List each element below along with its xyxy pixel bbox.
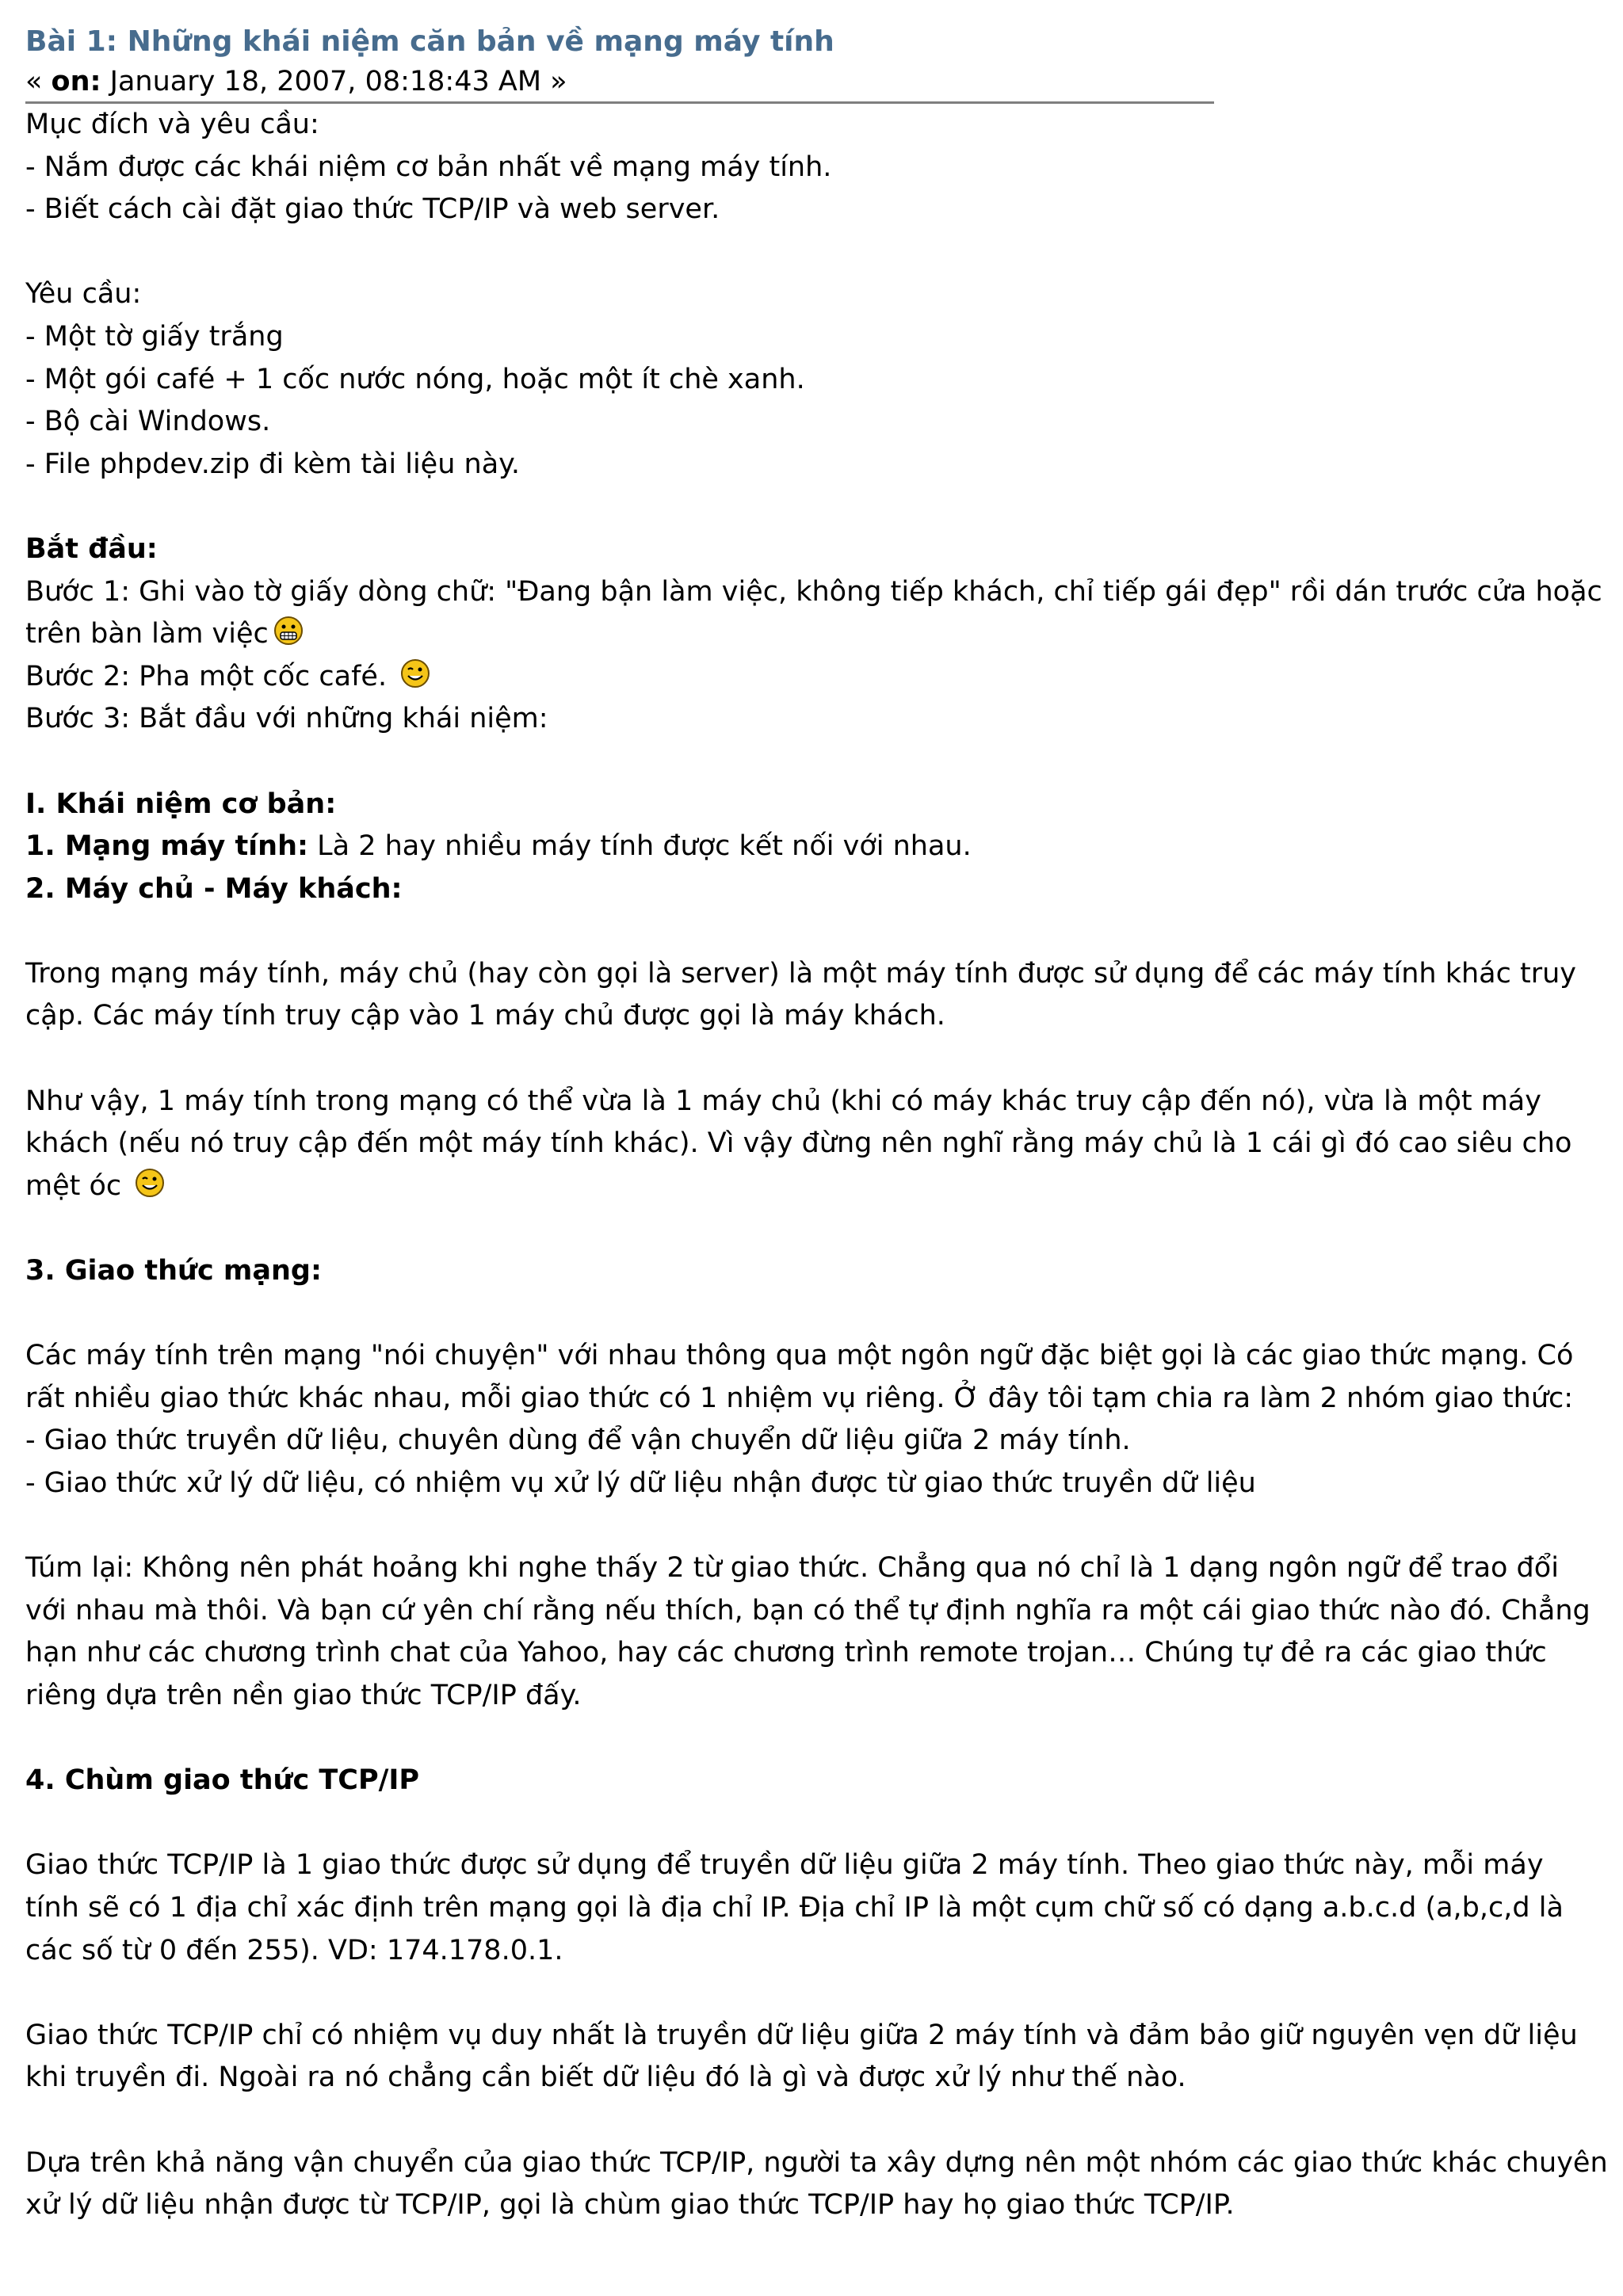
text-line <box>25 826 1606 868</box>
blank-line <box>25 910 1606 953</box>
heading-1-1-text: Là 2 hay nhiều máy tính được kết nối với nhau. <box>308 830 972 863</box>
text-line: khi truyền đi. Ngoài ra nó chẳng cần biết dữ liệu đó là gì và được xử lý như thế nào. <box>25 2061 1186 2094</box>
text-line <box>25 613 1606 656</box>
grin-smiley-icon <box>273 616 304 646</box>
p2-tail: mệt óc <box>25 1169 122 1202</box>
text-line: Dựa trên khả năng vận chuyển của giao thức TCP/IP, người ta xây dựng nên một nhóm các giao thức khác chuyên <box>25 2146 1608 2179</box>
text-line: - File phpdev.zip đi kèm tài liệu này. <box>25 448 521 480</box>
section-heading <box>25 1250 1606 1293</box>
text-line: - Giao thức xử lý dữ liệu, có nhiệm vụ xử lý dữ liệu nhận được từ giao thức truyền dữ liệu <box>25 1467 1256 1499</box>
blank-line <box>25 1207 1606 1250</box>
text-line: - Một tờ giấy trắng <box>25 320 284 353</box>
blank-line <box>25 2100 1606 2142</box>
post-title[interactable]: Bài 1: Những khái niệm căn bản về mạng máy tính <box>25 25 834 58</box>
section-heading <box>25 528 1606 571</box>
post-date: January 18, 2007, 08:18:43 AM » <box>101 66 567 97</box>
text-line: riêng dựa trên nền giao thức TCP/IP đấy. <box>25 1679 582 1711</box>
post-meta <box>25 62 1214 104</box>
text-line: - Biết cách cài đặt giao thức TCP/IP và web server. <box>25 193 720 226</box>
heading-4: 4. Chùm giao thức TCP/IP <box>25 1764 420 1797</box>
text-line: Yêu cầu: <box>25 278 142 311</box>
text-line: xử lý dữ liệu nhận được từ TCP/IP, gọi là chùm giao thức TCP/IP hay họ giao thức TCP/IP. <box>25 2189 1235 2222</box>
text-line <box>25 1165 1606 1208</box>
wink-smiley-icon <box>400 658 430 688</box>
start-heading: Bắt đầu: <box>25 532 158 565</box>
text-line: - Giao thức truyền dữ liệu, chuyên dùng để vận chuyển dữ liệu giữa 2 máy tính. <box>25 1425 1131 1457</box>
blank-line <box>25 1718 1606 1760</box>
text-line: với nhau mà thôi. Và bạn cứ yên chí rằng nếu thích, bạn có thể tự định nghĩa ra một cái giao thức nào đó. Chẳng <box>25 1594 1591 1627</box>
blank-line <box>25 1972 1606 2015</box>
text-line: Mục đích và yêu cầu: <box>25 109 319 140</box>
blank-line <box>25 486 1606 528</box>
text-line: Trong mạng máy tính, máy chủ (hay còn gọi là server) là một máy tính được sử dụng để các máy tính khác truy <box>25 957 1577 990</box>
heading-1-2: 2. Máy chủ - Máy khách: <box>25 872 403 905</box>
heading-3: 3. Giao thức mạng: <box>25 1255 322 1287</box>
text-line: Các máy tính trên mạng "nói chuyện" với nhau thông qua một ngôn ngữ đặc biệt gọi là các giao thức mạng. Có <box>25 1340 1574 1372</box>
blank-line <box>25 1505 1606 1548</box>
meta-on-label: on: <box>51 66 101 97</box>
blank-line <box>25 1038 1606 1081</box>
forum-post <box>25 22 1606 2227</box>
wink-smiley-icon <box>135 1168 165 1198</box>
step2-text: Bước 2: Pha một cốc café. <box>25 660 388 692</box>
section-heading <box>25 868 1606 911</box>
text-line: tính sẽ có 1 địa chỉ xác định trên mạng gọi là địa chỉ IP. Địa chỉ IP là một cụm chữ số có dạng a.b.c.d (a,b,c,d là <box>25 1891 1564 1924</box>
text-line: Bước 1: Ghi vào tờ giấy dòng chữ: "Đang bận làm việc, không tiếp khách, chỉ tiếp gái đẹp" rồi dán trước cửa hoặc <box>25 575 1602 608</box>
text-line: cập. Các máy tính truy cập vào 1 máy chủ được gọi là máy khách. <box>25 1000 945 1032</box>
text-line: - Nắm được các khái niệm cơ bản nhất về mạng máy tính. <box>25 151 832 183</box>
heading-1: I. Khái niệm cơ bản: <box>25 788 337 820</box>
text-line: - Bộ cài Windows. <box>25 406 271 438</box>
meta-open: « <box>25 66 52 97</box>
blank-line <box>25 741 1606 784</box>
text-line <box>25 656 1606 699</box>
blank-line <box>25 231 1606 274</box>
step1-tail: trên bàn làm việc <box>25 618 269 650</box>
section-heading <box>25 1760 1606 1802</box>
text-line: rất nhiều giao thức khác nhau, mỗi giao thức có 1 nhiệm vụ riêng. Ở đây tôi tạm chia ra làm 2 nhóm giao thức: <box>25 1382 1574 1414</box>
heading-1-1: 1. Mạng máy tính: <box>25 830 309 863</box>
text-line: khách (nếu nó truy cập đến một máy tính khác). Vì vậy đừng nên nghĩ rằng máy chủ là 1 cái gì đó cao siêu cho <box>25 1127 1572 1160</box>
blank-line <box>25 1802 1606 1845</box>
text-line: Như vậy, 1 máy tính trong mạng có thể vừa là 1 máy chủ (khi có máy khác truy cập đến nó), vừa là một máy <box>25 1085 1541 1117</box>
blank-line <box>25 1293 1606 1336</box>
text-line: - Một gói café + 1 cốc nước nóng, hoặc một ít chè xanh. <box>25 363 805 395</box>
text-line: hạn như các chương trình chat của Yahoo, hay các chương trình remote trojan… Chúng tự đẻ ra các giao thức <box>25 1637 1547 1669</box>
text-line: Giao thức TCP/IP chỉ có nhiệm vụ duy nhất là truyền dữ liệu giữa 2 máy tính và đảm bảo giữ nguyên vẹn dữ liệu <box>25 2019 1578 2051</box>
text-line: Bước 3: Bắt đầu với những khái niệm: <box>25 703 548 735</box>
section-heading <box>25 784 1606 826</box>
text-line: Túm lại: Không nên phát hoảng khi nghe thấy 2 từ giao thức. Chẳng qua nó chỉ là 1 dạng ngôn ngữ để trao đổi <box>25 1552 1559 1585</box>
text-line: Giao thức TCP/IP là 1 giao thức được sử dụng để truyền dữ liệu giữa 2 máy tính. Theo giao thức này, mỗi máy <box>25 1849 1544 1882</box>
post-body <box>25 104 1606 2227</box>
text-line: các số từ 0 đến 255). VD: 174.178.0.1. <box>25 1934 563 1966</box>
